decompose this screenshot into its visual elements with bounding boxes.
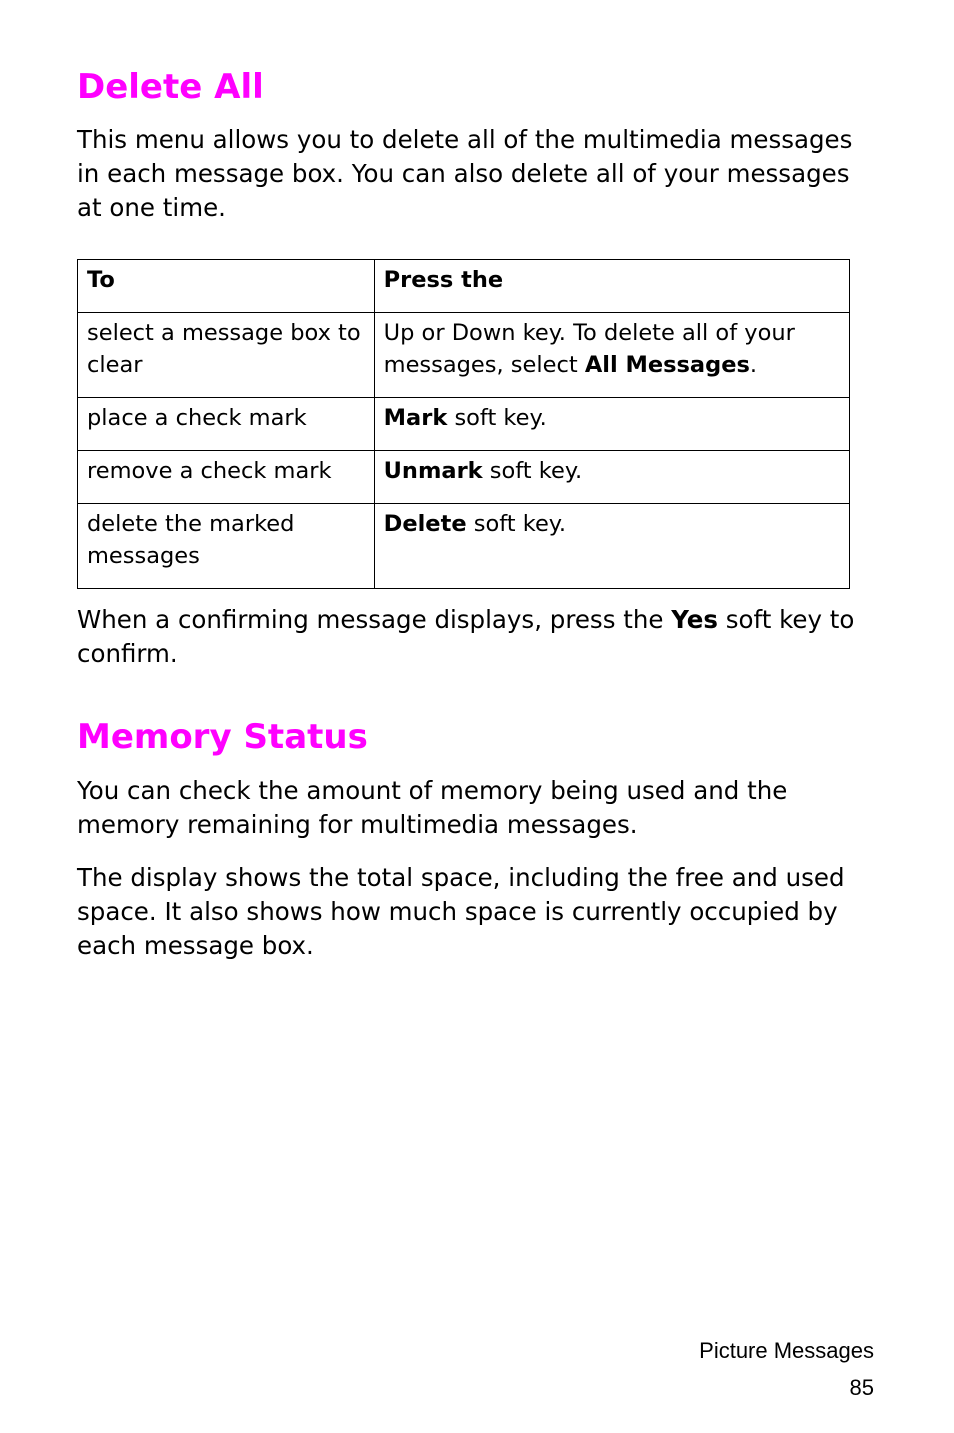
heading-memory-status: Memory Status (77, 717, 368, 757)
press-key-bold: Unmark (383, 458, 483, 484)
table-cell-press (374, 313, 849, 398)
table-header-row (78, 260, 850, 313)
table-cell-press (374, 504, 849, 589)
confirm-key-bold: Yes (671, 605, 718, 634)
press-text-end: soft key. (482, 458, 583, 484)
press-key-bold: Mark (383, 405, 448, 431)
press-text-end: . (749, 352, 758, 378)
table-cell-action: select a message box to clear (78, 313, 375, 398)
press-text-end: soft key. (466, 511, 567, 537)
heading-delete-all: Delete All (77, 67, 264, 107)
footer-section-title: Picture Messages (699, 1338, 874, 1363)
table-row (78, 451, 850, 504)
table-row (78, 313, 850, 398)
table-cell-press (374, 451, 849, 504)
footer-page-number: 85 (849, 1375, 874, 1400)
press-text: Up or Down key. To delete all of your messages, select (383, 320, 795, 378)
confirm-text-end: soft key to confirm. (77, 605, 855, 668)
table-cell-action: place a check mark (78, 398, 375, 451)
table-cell-action: delete the marked messages (78, 504, 375, 589)
confirm-text: When a confirming message displays, press the (77, 605, 672, 634)
table-row (78, 398, 850, 451)
table-cell-action: remove a check mark (78, 451, 375, 504)
press-text-end: soft key. (447, 405, 547, 431)
confirm-paragraph (77, 603, 877, 671)
memory-status-paragraph-1: You can check the amount of memory being used and the memory remaining for multimedia messages. (77, 776, 788, 839)
table-cell-press (374, 398, 849, 451)
press-key-bold: Delete (383, 511, 467, 537)
key-instructions-table (77, 259, 850, 589)
table-row (78, 504, 850, 589)
table-header-to: To (78, 260, 375, 313)
press-key-bold: All Messages (584, 352, 750, 378)
delete-all-intro: This menu allows you to delete all of the multimedia messages in each message box. You can also delete all of your messages at one time. (77, 125, 853, 222)
table-header-press: Press the (374, 260, 849, 313)
memory-status-paragraph-2: The display shows the total space, including the free and used space. It also shows how much space is currently occupied by each message box. (77, 863, 845, 960)
